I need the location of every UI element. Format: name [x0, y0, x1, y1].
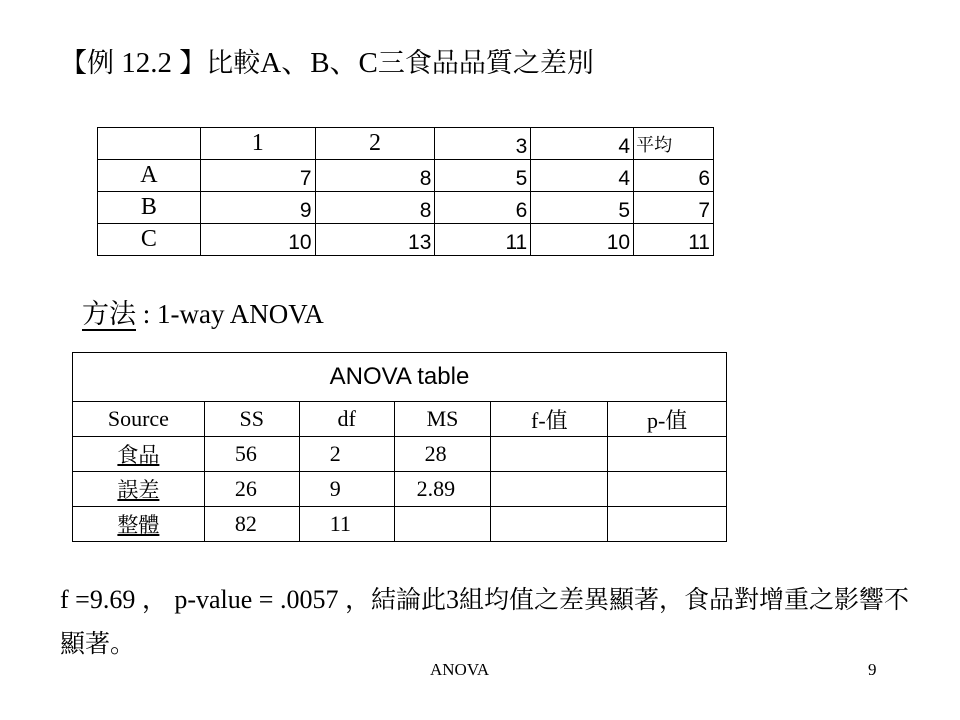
- col-header-3: 3: [435, 128, 531, 160]
- title-abc: A、B、C: [260, 47, 378, 79]
- source-food: 食品: [73, 437, 205, 472]
- table-cell: 13: [315, 224, 435, 256]
- table-row: [73, 472, 727, 507]
- table-cell: 11: [634, 224, 714, 256]
- table-row: [73, 507, 727, 542]
- table-cell: 11: [435, 224, 531, 256]
- header-source: Source: [73, 402, 205, 437]
- page-number: 9: [868, 660, 877, 679]
- table-cell: 8: [315, 160, 435, 192]
- row-label-a: A: [98, 160, 201, 192]
- ss-cell: 26: [204, 472, 299, 507]
- conclusion-text1: 結論此: [370, 585, 446, 614]
- p-cell: [608, 437, 727, 472]
- row-label-b: B: [98, 192, 201, 224]
- header-df: df: [299, 402, 394, 437]
- footer-label: ANOVA: [430, 660, 490, 679]
- table-cell: 5: [531, 192, 634, 224]
- source-error: 誤差: [73, 472, 205, 507]
- f-cell: [491, 437, 608, 472]
- table-cell: 10: [531, 224, 634, 256]
- table-cell: 5: [435, 160, 531, 192]
- col-header-2: 2: [315, 128, 435, 160]
- anova-title: ANOVA table: [73, 353, 727, 402]
- ms-cell: [394, 507, 491, 542]
- conclusion-text2: 組均值之差異顯著，食品對增重之影響不顯著。: [60, 585, 909, 658]
- table-cell: 10: [200, 224, 315, 256]
- conclusion-num: 3: [445, 585, 459, 614]
- data-table: [97, 127, 714, 256]
- source-total: 整體: [73, 507, 205, 542]
- f-cell: [491, 507, 608, 542]
- df-cell: 9: [299, 472, 394, 507]
- ss-cell: 82: [204, 507, 299, 542]
- df-cell: 2: [299, 437, 394, 472]
- table-header-row: [98, 128, 714, 160]
- df-cell: 11: [299, 507, 394, 542]
- table-cell: 4: [531, 160, 634, 192]
- header-ms: MS: [394, 402, 491, 437]
- conclusion: [60, 578, 920, 666]
- title-prefix: 【例: [60, 48, 114, 79]
- method-value: : 1-way ANOVA: [136, 299, 324, 329]
- table-cell: 8: [315, 192, 435, 224]
- row-label-c: C: [98, 224, 201, 256]
- header-p: p-值: [608, 402, 727, 437]
- table-row: [98, 160, 714, 192]
- col-header-1: 1: [200, 128, 315, 160]
- method-label: 方法: [82, 299, 136, 330]
- header-f: f-值: [491, 402, 608, 437]
- table-row: [98, 192, 714, 224]
- col-header-4: 4: [531, 128, 634, 160]
- title-suffix: 三食品品質之差別: [377, 48, 594, 79]
- p-cell: [608, 507, 727, 542]
- table-cell: 6: [634, 160, 714, 192]
- header-ss: SS: [204, 402, 299, 437]
- anova-table: [72, 352, 727, 542]
- table-cell: 7: [200, 160, 315, 192]
- anova-header-row: [73, 402, 727, 437]
- table-row: [73, 437, 727, 472]
- ms-cell: 28: [394, 437, 491, 472]
- table-row: [98, 224, 714, 256]
- p-cell: [608, 472, 727, 507]
- ss-cell: 56: [204, 437, 299, 472]
- f-cell: [491, 472, 608, 507]
- col-header-avg: 平均: [634, 128, 714, 160]
- title-number: 12.2: [114, 47, 180, 79]
- anova-title-row: [73, 353, 727, 402]
- table-cell: 6: [435, 192, 531, 224]
- slide-title: [60, 40, 594, 81]
- title-bracket: 】比較: [179, 48, 261, 79]
- method-line: [82, 292, 324, 331]
- ms-cell: 2.89: [394, 472, 491, 507]
- table-cell: 7: [634, 192, 714, 224]
- conclusion-stats: f =9.69 ， p-value = .0057 ，: [60, 585, 371, 614]
- corner-cell: [98, 128, 201, 160]
- table-cell: 9: [200, 192, 315, 224]
